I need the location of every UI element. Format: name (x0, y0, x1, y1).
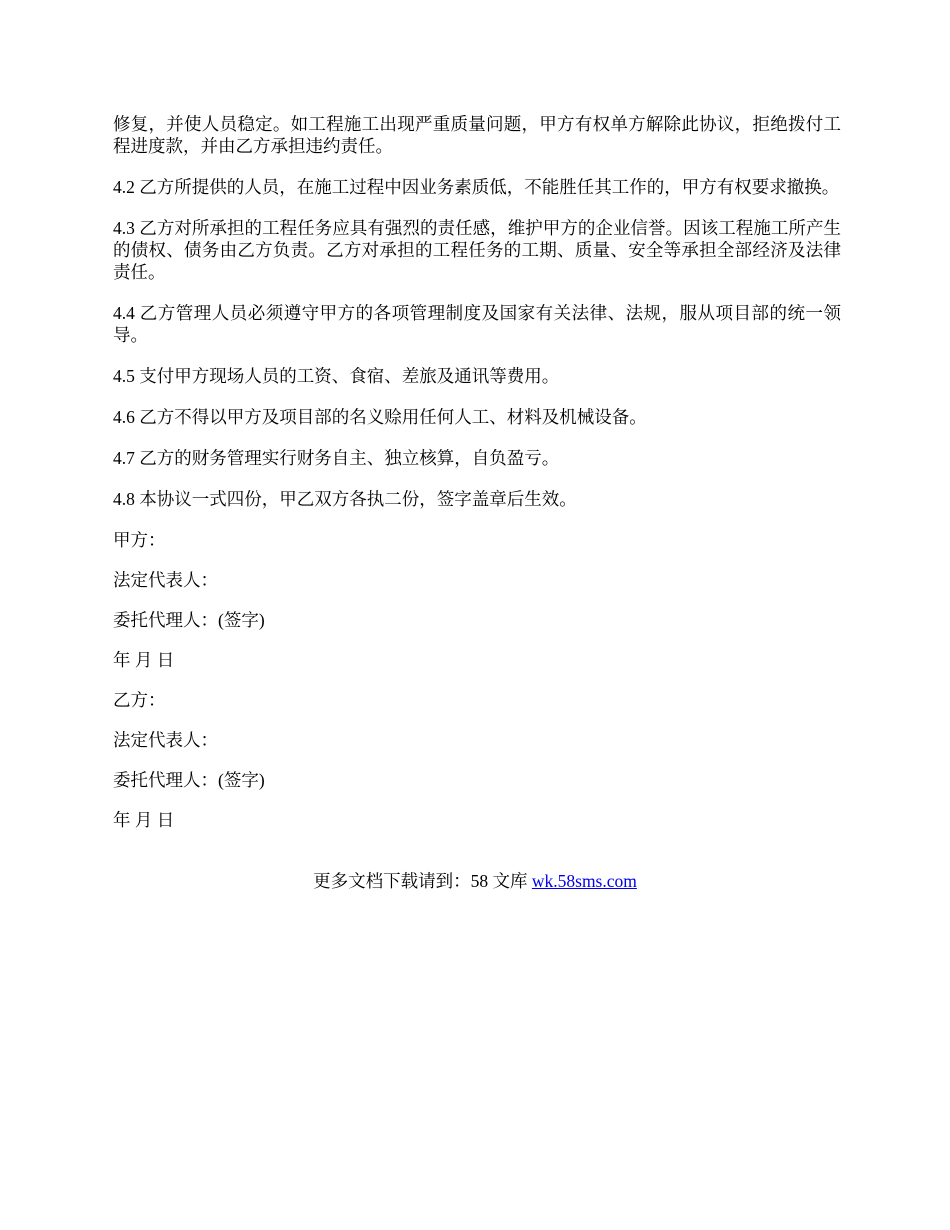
party-b-legal-rep: 法定代表人： (113, 730, 218, 750)
signature-block-party-b (113, 689, 841, 831)
clause-4-1-continued: 修复，并使人员稳定。如工程施工出现严重质量问题，甲方有权单方解除此协议，拒绝拨付工程进度款，并由乙方承担违约责任。 (113, 114, 841, 156)
clause-4-6: 4.6 乙方不得以甲方及项目部的名义赊用任何人工、材料及机械设备。 (113, 407, 647, 427)
document-body (113, 113, 841, 849)
party-b-agent: 委托代理人：(签字) (113, 770, 265, 790)
footer-link[interactable]: wk.58sms.com (531, 871, 637, 891)
signature-block-party-a (113, 529, 841, 671)
party-a-date: 年 月 日 (113, 650, 175, 670)
party-a-legal-rep: 法定代表人： (113, 570, 218, 590)
clause-4-2: 4.2 乙方所提供的人员，在施工过程中因业务素质低，不能胜任其工作的，甲方有权要求撤换。 (113, 177, 840, 197)
clause-4-3: 4.3 乙方对所承担的工程任务应具有强烈的责任感，维护甲方的企业信誉。因该工程施工所产生的债权、债务由乙方负责。乙方对承担的工程任务的工期、质量、安全等承担全部经济及法律责任。 (113, 218, 841, 282)
party-a-label: 甲方： (113, 530, 166, 550)
party-b-label: 乙方： (113, 690, 166, 710)
clause-4-8: 4.8 本协议一式四份，甲乙双方各执二份，签字盖章后生效。 (113, 489, 577, 509)
footer-text: 更多文档下载请到：58 文库 (313, 871, 532, 891)
clause-4-7: 4.7 乙方的财务管理实行财务自主、独立核算，自负盈亏。 (113, 448, 560, 468)
party-b-date: 年 月 日 (113, 810, 175, 830)
party-a-agent: 委托代理人：(签字) (113, 610, 265, 630)
clause-4-4: 4.4 乙方管理人员必须遵守甲方的各项管理制度及国家有关法律、法规，服从项目部的统一领导。 (113, 303, 841, 345)
clause-4-5: 4.5 支付甲方现场人员的工资、食宿、差旅及通讯等费用。 (113, 366, 560, 386)
footer (0, 870, 950, 892)
